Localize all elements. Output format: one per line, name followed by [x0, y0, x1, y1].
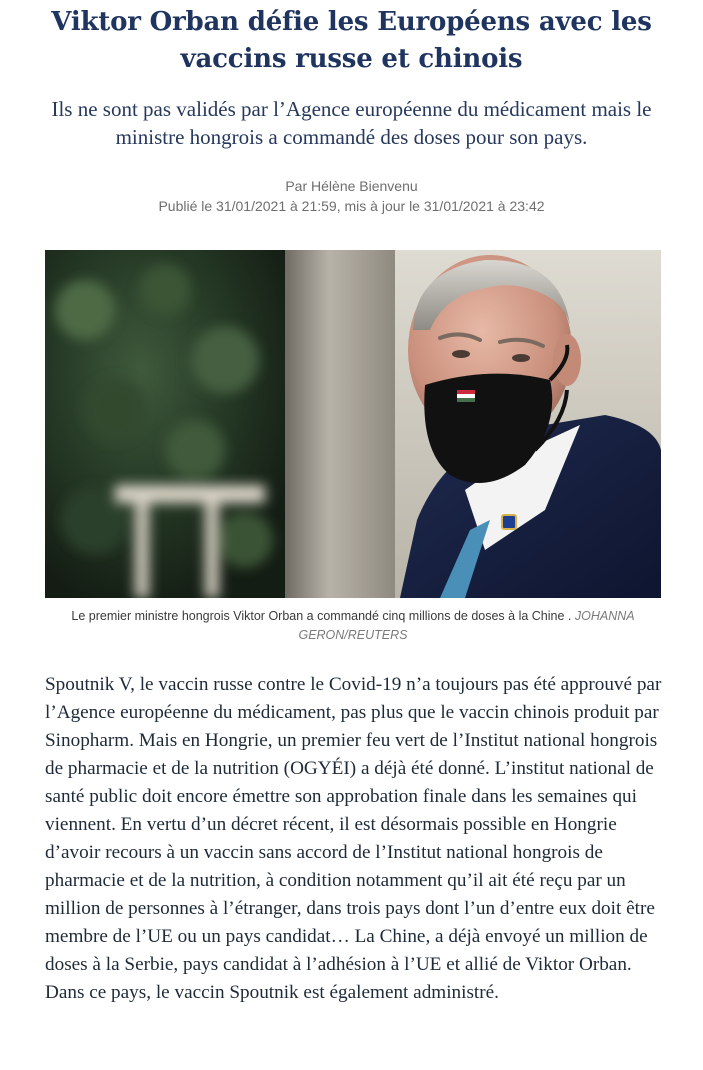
photo-illustration: [45, 250, 661, 598]
article-standfirst: Ils ne sont pas validés par l’Agence européenne du médicament mais le ministre hongrois a commandé des doses pour son pays.: [51, 97, 652, 149]
photo-credit: JOHANNA GERON/REUTERS: [298, 609, 635, 642]
publish-date-line: Publié le 31/01/2021 à 21:59, mis à jour le 31/01/2021 à 23:42: [158, 198, 545, 214]
article-body: Spoutnik V, le vaccin russe contre le Covid-19 n’a toujours pas été approuvé par l’Agence européenne du médicament, pas plus que le vaccin chinois produit par Sinopharm. Mais en Hongrie, un premier feu vert de l’Institut national hongrois de pharmacie et de la nutrition (OGYÉI) a déjà été donné. L’institut national de santé public doit encore émettre son approbation finale dans les semaines qui viennent. En vertu d’un décret récent, il est désormais possible en Hongrie d’avoir recours à un vaccin sans accord de l’Institut national hongrois de pharmacie et de la nutrition, à condition notamment qu’il ait été reçu par un million de personnes à l’étranger, dans trois pays dont l’un d’entre eux doit être membre de l’UE ou un pays candidat… La Chine, a déjà envoyé un million de doses à la Serbie, pays candidat à l’adhésion à l’UE et allié de Viktor Orban. Dans ce pays, le vaccin Spoutnik est également administré.: [45, 674, 662, 1003]
photo-caption: [45, 607, 661, 645]
article-byline: [30, 176, 673, 216]
caption-text: Le premier ministre hongrois Viktor Orban a commandé cinq millions de doses à la Chine .: [71, 609, 572, 623]
article-photo: [45, 250, 661, 598]
author-line: Par Hélène Bienvenu: [285, 178, 418, 194]
article-title: Viktor Orban défie les Européens avec les vaccins russe et chinois: [51, 7, 652, 74]
